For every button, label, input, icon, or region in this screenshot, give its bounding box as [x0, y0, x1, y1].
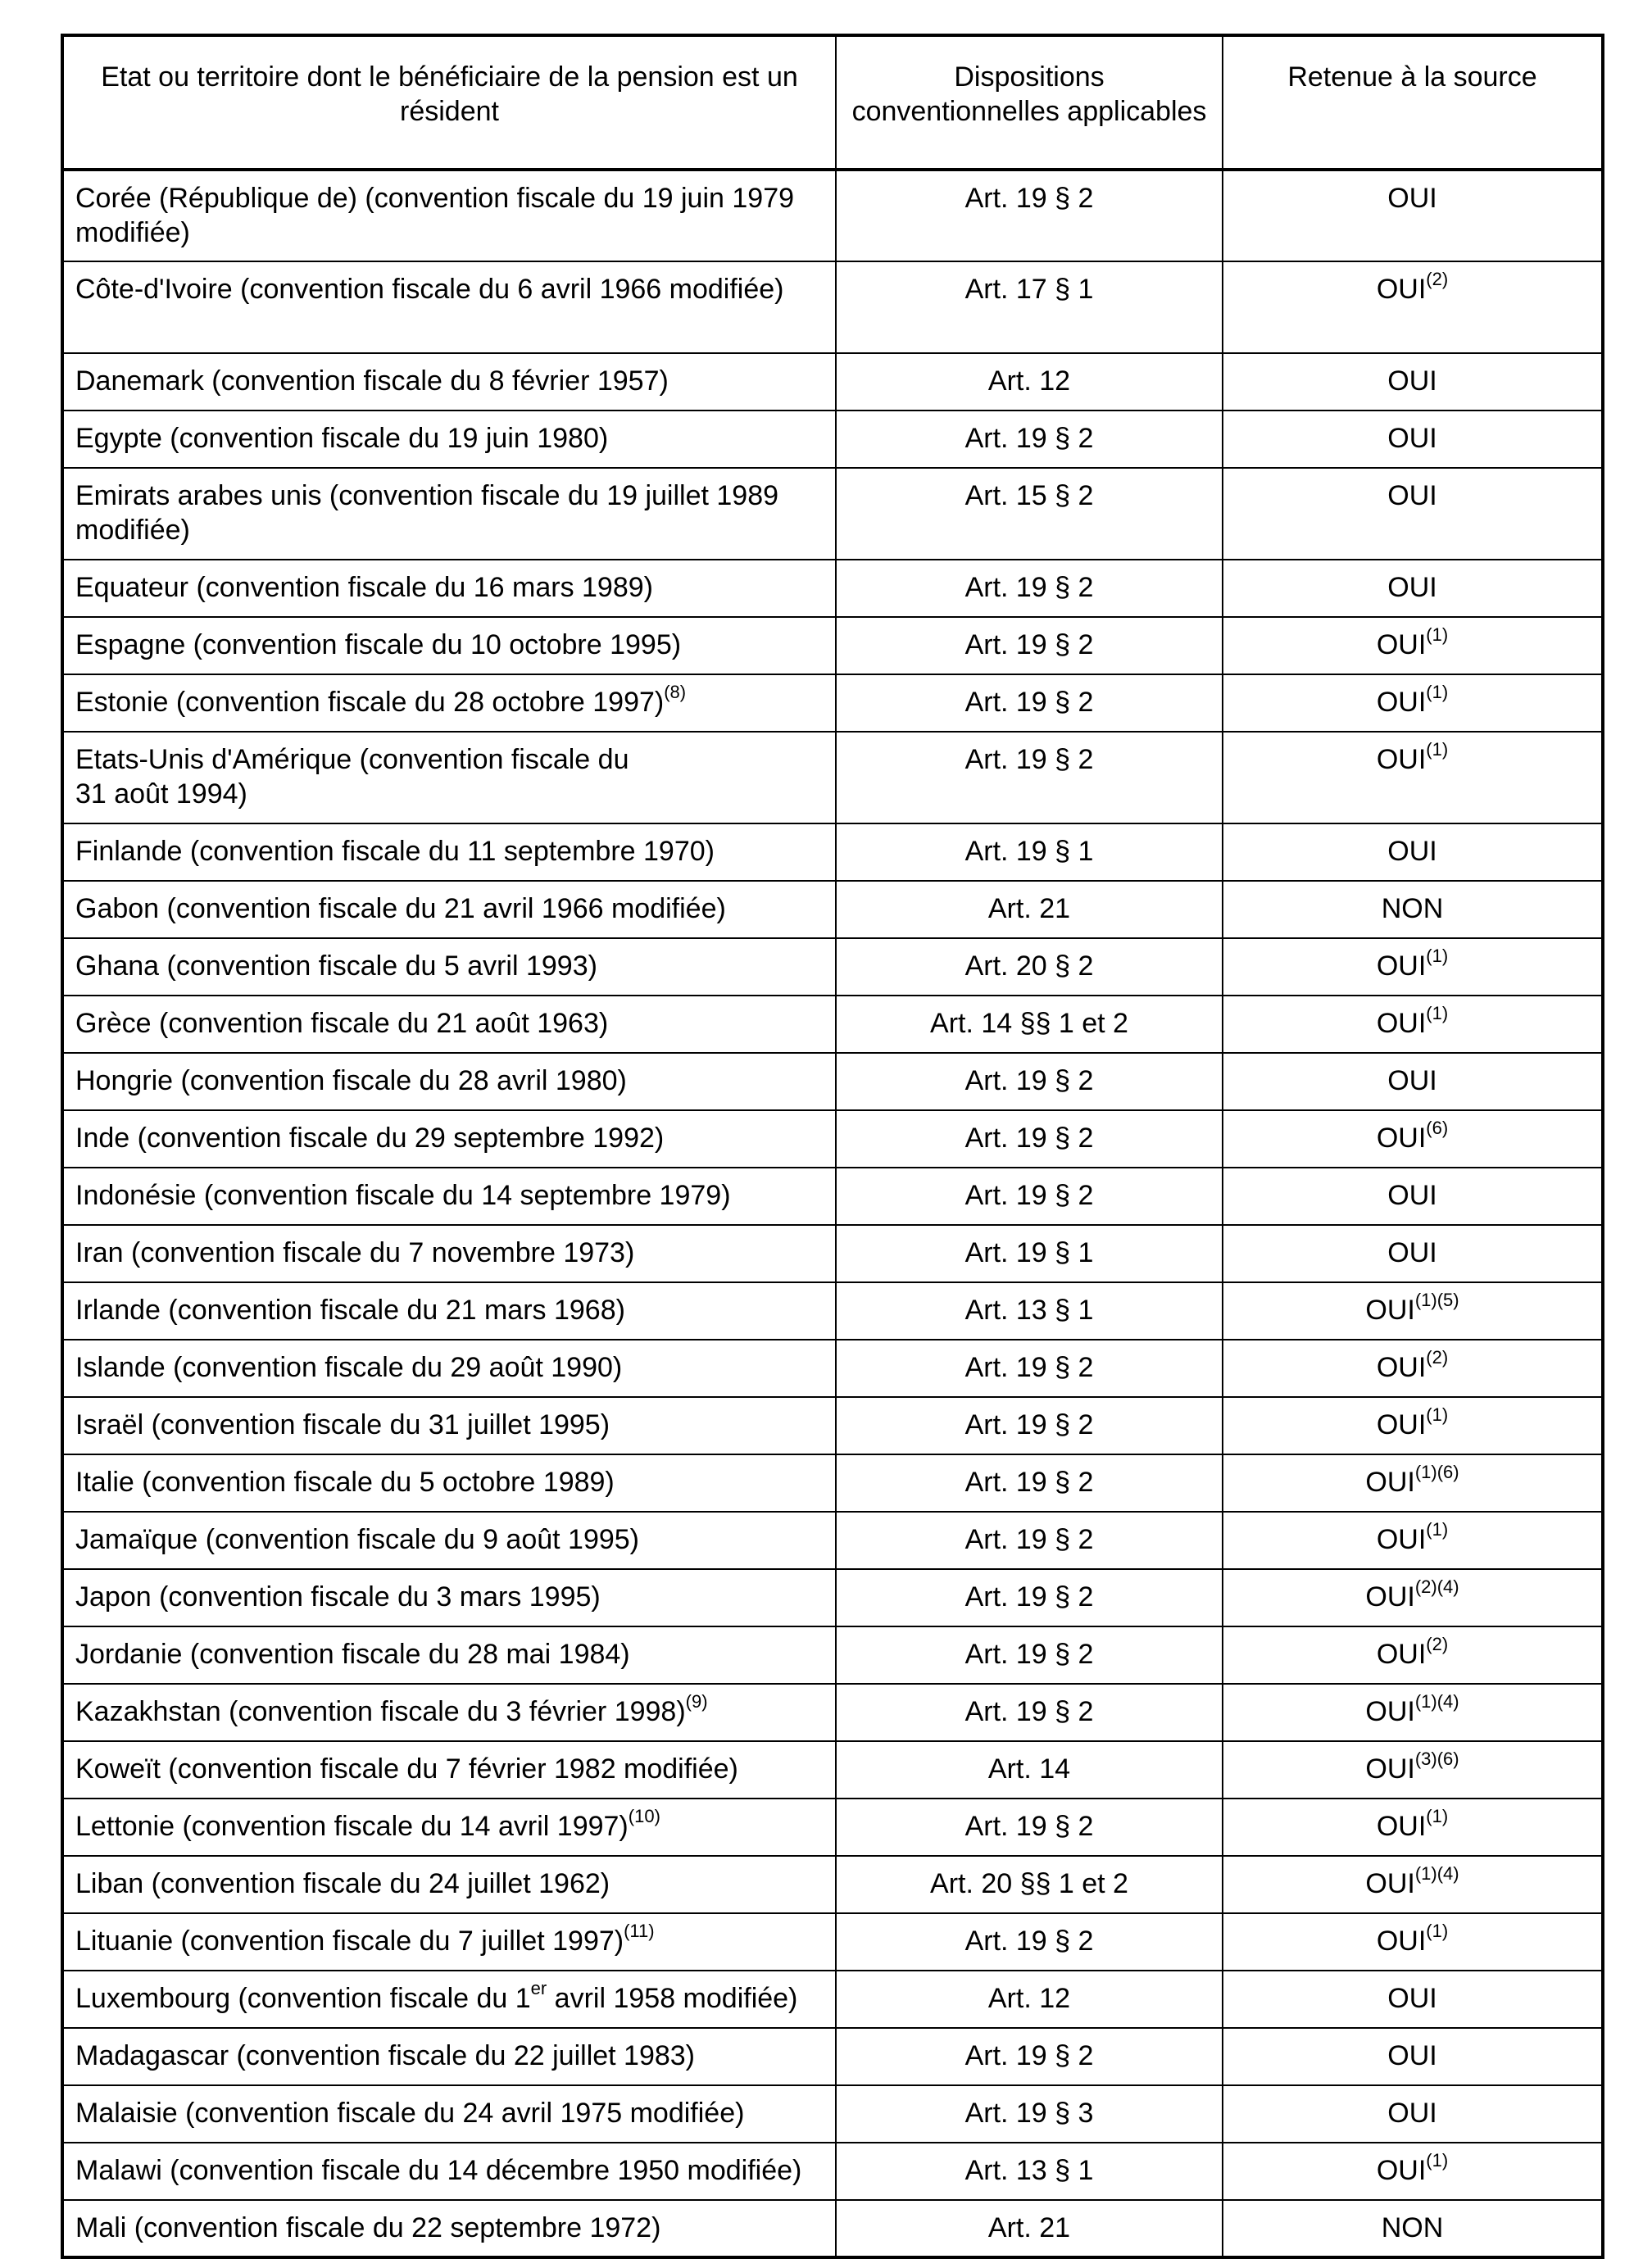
country-cell — [62, 2200, 836, 2257]
withholding-value: OUI — [1376, 1123, 1427, 1154]
country-cell — [62, 1168, 836, 1225]
country-footnote: (8) — [664, 682, 687, 702]
country-text-tail: avril 1958 modifiée) — [547, 1983, 798, 2014]
country-text: Islande (convention fiscale du 29 août 1990) — [75, 1352, 623, 1383]
table-body — [62, 170, 1603, 2257]
withholding-value: OUI — [1365, 1696, 1415, 1727]
withholding-cell — [1223, 881, 1603, 938]
withholding-cell — [1223, 1856, 1603, 1913]
country-cell — [62, 411, 836, 468]
withholding-value: OUI — [1365, 1581, 1415, 1613]
table-row — [62, 823, 1603, 881]
withholding-value: OUI — [1376, 1352, 1427, 1383]
withholding-footnote: (2) — [1426, 1634, 1449, 1654]
table-row — [62, 2028, 1603, 2085]
provision-cell: Art. 19 § 2 — [836, 560, 1223, 617]
withholding-footnote: (1)(4) — [1414, 1863, 1459, 1884]
country-cell — [62, 1626, 836, 1684]
country-text: Lituanie (convention fiscale du 7 juillet 1997) — [75, 1926, 624, 1957]
provision-cell: Art. 12 — [836, 1971, 1223, 2028]
withholding-value: OUI — [1387, 1180, 1437, 1211]
withholding-cell — [1223, 996, 1603, 1053]
country-cell — [62, 1971, 836, 2028]
header-row — [62, 35, 1603, 170]
table-row — [62, 261, 1603, 353]
withholding-footnote: (1)(5) — [1414, 1290, 1459, 1310]
country-text: Equateur (convention fiscale du 16 mars 1989) — [75, 572, 653, 603]
provision-cell: Art. 14 — [836, 1741, 1223, 1799]
country-text: Kazakhstan (convention fiscale du 3 février 1998) — [75, 1696, 686, 1727]
country-text: Grèce (convention fiscale du 21 août 1963) — [75, 1008, 609, 1039]
country-cell — [62, 1110, 836, 1168]
withholding-value: OUI — [1387, 423, 1437, 454]
provision-cell: Art. 21 — [836, 881, 1223, 938]
country-cell — [62, 1225, 836, 1282]
withholding-value: OUI — [1376, 629, 1427, 660]
country-cell — [62, 1340, 836, 1397]
provision-cell: Art. 15 § 2 — [836, 468, 1223, 560]
withholding-footnote: (1) — [1426, 1806, 1449, 1826]
provision-cell: Art. 19 § 2 — [836, 1397, 1223, 1454]
table-row — [62, 411, 1603, 468]
country-text: Mali (convention fiscale du 22 septembre 1972) — [75, 2212, 661, 2243]
withholding-value: OUI — [1376, 1409, 1427, 1440]
withholding-value: OUI — [1376, 2155, 1427, 2186]
provision-cell: Art. 19 § 3 — [836, 2085, 1223, 2143]
table-row — [62, 996, 1603, 1053]
country-cell — [62, 1282, 836, 1340]
table-row — [62, 881, 1603, 938]
provision-cell: Art. 19 § 2 — [836, 170, 1223, 261]
country-cell — [62, 996, 836, 1053]
country-text: Côte-d'Ivoire (convention fiscale du 6 avril 1966 modifiée) — [75, 274, 784, 305]
withholding-cell — [1223, 1340, 1603, 1397]
withholding-cell — [1223, 261, 1603, 353]
withholding-value: OUI — [1376, 1811, 1427, 1842]
withholding-value: OUI — [1387, 2040, 1437, 2071]
table-row — [62, 1741, 1603, 1799]
table-row — [62, 617, 1603, 674]
country-text: Koweït (convention fiscale du 7 février 1982 modifiée) — [75, 1753, 738, 1785]
table-row — [62, 1454, 1603, 1512]
withholding-value: OUI — [1376, 274, 1427, 305]
withholding-cell — [1223, 2200, 1603, 2257]
header-provisions: Dispositions conventionnelles applicables — [836, 35, 1223, 170]
provision-cell: Art. 19 § 2 — [836, 2028, 1223, 2085]
withholding-value: OUI — [1376, 1926, 1427, 1957]
withholding-cell — [1223, 732, 1603, 823]
country-text: Indonésie (convention fiscale du 14 septembre 1979) — [75, 1180, 731, 1211]
country-text: Etats-Unis d'Amérique (convention fiscale du 31 août 1994) — [75, 744, 629, 810]
country-text: Israël (convention fiscale du 31 juillet 1995) — [75, 1409, 610, 1440]
withholding-cell — [1223, 1684, 1603, 1741]
table-row — [62, 1971, 1603, 2028]
table-row — [62, 1397, 1603, 1454]
provision-cell: Art. 19 § 2 — [836, 674, 1223, 732]
country-footnote: er — [530, 1978, 547, 1998]
country-text: Malawi (convention fiscale du 14 décembre 1950 modifiée) — [75, 2155, 802, 2186]
provision-cell: Art. 19 § 2 — [836, 1512, 1223, 1569]
withholding-value: OUI — [1365, 1467, 1415, 1498]
provision-cell: Art. 19 § 2 — [836, 1626, 1223, 1684]
withholding-footnote: (2) — [1426, 269, 1449, 289]
provision-cell: Art. 19 § 2 — [836, 1053, 1223, 1110]
country-text: Jamaïque (convention fiscale du 9 août 1995) — [75, 1524, 640, 1555]
withholding-cell — [1223, 2028, 1603, 2085]
withholding-value: OUI — [1387, 1983, 1437, 2014]
withholding-footnote: (3)(6) — [1414, 1749, 1459, 1769]
country-text: Luxembourg (convention fiscale du 1 — [75, 1983, 531, 2014]
withholding-cell — [1223, 1512, 1603, 1569]
country-text: Liban (convention fiscale du 24 juillet 1962) — [75, 1868, 610, 1899]
table-row — [62, 1225, 1603, 1282]
country-cell — [62, 674, 836, 732]
country-text: Malaisie (convention fiscale du 24 avril 1975 modifiée) — [75, 2098, 745, 2129]
withholding-value: OUI — [1376, 950, 1427, 982]
withholding-footnote: (6) — [1426, 1118, 1449, 1138]
table-row — [62, 2200, 1603, 2257]
table-row — [62, 1340, 1603, 1397]
provision-cell: Art. 21 — [836, 2200, 1223, 2257]
withholding-value: OUI — [1387, 365, 1437, 397]
country-text: Inde (convention fiscale du 29 septembre 1992) — [75, 1123, 665, 1154]
withholding-cell — [1223, 1168, 1603, 1225]
provision-cell: Art. 20 § 2 — [836, 938, 1223, 996]
withholding-cell — [1223, 1282, 1603, 1340]
country-text: Italie (convention fiscale du 5 octobre 1989) — [75, 1467, 615, 1498]
country-footnote: (9) — [685, 1691, 708, 1712]
table-row — [62, 1168, 1603, 1225]
withholding-footnote: (1)(6) — [1414, 1462, 1459, 1482]
withholding-footnote: (1) — [1426, 1519, 1449, 1540]
withholding-value: OUI — [1387, 480, 1437, 511]
withholding-value: OUI — [1376, 1524, 1427, 1555]
withholding-value: OUI — [1365, 1295, 1415, 1326]
withholding-cell — [1223, 674, 1603, 732]
country-footnote: (11) — [624, 1921, 655, 1941]
table-row — [62, 938, 1603, 996]
country-text: Espagne (convention fiscale du 10 octobre 1995) — [75, 629, 682, 660]
withholding-cell — [1223, 1569, 1603, 1626]
country-text: Finlande (convention fiscale du 11 septembre 1970) — [75, 836, 715, 867]
table-row — [62, 1626, 1603, 1684]
withholding-cell — [1223, 938, 1603, 996]
country-cell — [62, 881, 836, 938]
provision-cell: Art. 19 § 1 — [836, 823, 1223, 881]
withholding-cell — [1223, 823, 1603, 881]
withholding-cell — [1223, 1741, 1603, 1799]
country-cell — [62, 2143, 836, 2200]
withholding-cell — [1223, 1454, 1603, 1512]
withholding-footnote: (1) — [1426, 1404, 1449, 1425]
provision-cell: Art. 19 § 2 — [836, 1799, 1223, 1856]
country-cell — [62, 1856, 836, 1913]
provision-cell: Art. 13 § 1 — [836, 1282, 1223, 1340]
country-cell — [62, 1741, 836, 1799]
table-row — [62, 2085, 1603, 2143]
country-cell — [62, 1053, 836, 1110]
withholding-footnote: (1) — [1426, 682, 1449, 702]
withholding-value: NON — [1381, 893, 1444, 924]
withholding-cell — [1223, 617, 1603, 674]
withholding-value: OUI — [1365, 1868, 1415, 1899]
withholding-cell — [1223, 1397, 1603, 1454]
withholding-value: OUI — [1365, 1753, 1415, 1785]
provision-cell: Art. 13 § 1 — [836, 2143, 1223, 2200]
table-row — [62, 1684, 1603, 1741]
table-header — [62, 35, 1603, 170]
country-text: Danemark (convention fiscale du 8 février 1957) — [75, 365, 669, 397]
withholding-cell — [1223, 1110, 1603, 1168]
country-text: Corée (République de) (convention fiscale du 19 juin 1979 modifiée) — [75, 183, 795, 248]
withholding-cell — [1223, 1799, 1603, 1856]
withholding-cell — [1223, 560, 1603, 617]
table-row — [62, 1053, 1603, 1110]
country-cell — [62, 1799, 836, 1856]
table-row — [62, 1856, 1603, 1913]
country-cell — [62, 1512, 836, 1569]
table-row — [62, 1512, 1603, 1569]
withholding-cell — [1223, 2085, 1603, 2143]
provision-cell: Art. 12 — [836, 353, 1223, 411]
withholding-footnote: (2) — [1426, 1347, 1449, 1368]
withholding-cell — [1223, 1971, 1603, 2028]
country-cell — [62, 1684, 836, 1741]
provision-cell: Art. 17 § 1 — [836, 261, 1223, 353]
provision-cell: Art. 19 § 2 — [836, 732, 1223, 823]
country-cell — [62, 732, 836, 823]
country-cell — [62, 261, 836, 353]
country-text: Estonie (convention fiscale du 28 octobre 1997) — [75, 687, 665, 718]
country-cell — [62, 617, 836, 674]
provision-cell: Art. 14 §§ 1 et 2 — [836, 996, 1223, 1053]
country-text: Lettonie (convention fiscale du 14 avril 1997) — [75, 1811, 629, 1842]
table-row — [62, 674, 1603, 732]
withholding-footnote: (1) — [1426, 739, 1449, 760]
country-cell — [62, 2028, 836, 2085]
header-country: Etat ou territoire dont le bénéficiaire de la pension est un résident — [62, 35, 836, 170]
withholding-footnote: (2)(4) — [1414, 1576, 1459, 1597]
country-cell — [62, 170, 836, 261]
country-text: Gabon (convention fiscale du 21 avril 1966 modifiée) — [75, 893, 726, 924]
withholding-cell — [1223, 170, 1603, 261]
withholding-footnote: (1) — [1426, 624, 1449, 645]
withholding-cell — [1223, 1626, 1603, 1684]
withholding-value: OUI — [1387, 1065, 1437, 1096]
country-cell — [62, 1397, 836, 1454]
table-row — [62, 1569, 1603, 1626]
pension-withholding-table — [61, 34, 1604, 2259]
provision-cell: Art. 19 § 2 — [836, 1110, 1223, 1168]
provision-cell: Art. 19 § 2 — [836, 1913, 1223, 1971]
country-cell — [62, 1913, 836, 1971]
table-row — [62, 1282, 1603, 1340]
country-text: Irlande (convention fiscale du 21 mars 1968) — [75, 1295, 625, 1326]
provision-cell: Art. 19 § 2 — [836, 1340, 1223, 1397]
withholding-value: OUI — [1387, 572, 1437, 603]
country-cell — [62, 560, 836, 617]
country-cell — [62, 2085, 836, 2143]
withholding-footnote: (1) — [1426, 2150, 1449, 2171]
provision-cell: Art. 19 § 2 — [836, 1168, 1223, 1225]
provision-cell: Art. 19 § 2 — [836, 617, 1223, 674]
withholding-footnote: (1) — [1426, 1921, 1449, 1941]
country-text: Madagascar (convention fiscale du 22 juillet 1983) — [75, 2040, 696, 2071]
provision-cell: Art. 19 § 2 — [836, 1684, 1223, 1741]
withholding-value: OUI — [1387, 836, 1437, 867]
country-footnote: (10) — [628, 1806, 660, 1826]
withholding-cell — [1223, 1225, 1603, 1282]
country-text: Iran (convention fiscale du 7 novembre 1973) — [75, 1237, 635, 1268]
country-cell — [62, 823, 836, 881]
country-cell — [62, 1454, 836, 1512]
withholding-value: OUI — [1376, 1008, 1427, 1039]
table-row — [62, 2143, 1603, 2200]
withholding-cell — [1223, 2143, 1603, 2200]
withholding-cell — [1223, 468, 1603, 560]
country-text: Emirats arabes unis (convention fiscale du 19 juillet 1989 modifiée) — [75, 480, 779, 546]
country-text: Egypte (convention fiscale du 19 juin 1980) — [75, 423, 609, 454]
header-withholding: Retenue à la source — [1223, 35, 1603, 170]
country-text: Japon (convention fiscale du 3 mars 1995) — [75, 1581, 601, 1613]
withholding-value: OUI — [1387, 2098, 1437, 2129]
withholding-cell — [1223, 353, 1603, 411]
withholding-footnote: (1) — [1426, 1003, 1449, 1023]
provision-cell: Art. 19 § 2 — [836, 411, 1223, 468]
country-cell — [62, 938, 836, 996]
withholding-cell — [1223, 1913, 1603, 1971]
withholding-cell — [1223, 1053, 1603, 1110]
provision-cell: Art. 19 § 2 — [836, 1454, 1223, 1512]
country-text: Hongrie (convention fiscale du 28 avril 1980) — [75, 1065, 627, 1096]
table-row — [62, 1913, 1603, 1971]
withholding-value: OUI — [1387, 183, 1437, 214]
provision-cell: Art. 19 § 1 — [836, 1225, 1223, 1282]
table-row — [62, 560, 1603, 617]
country-cell — [62, 468, 836, 560]
table-row — [62, 170, 1603, 261]
table-row — [62, 468, 1603, 560]
withholding-value: NON — [1381, 2212, 1444, 2243]
withholding-cell — [1223, 411, 1603, 468]
withholding-footnote: (1) — [1426, 946, 1449, 966]
table-row — [62, 1799, 1603, 1856]
table-row — [62, 353, 1603, 411]
provision-cell: Art. 19 § 2 — [836, 1569, 1223, 1626]
withholding-value: OUI — [1387, 1237, 1437, 1268]
country-cell — [62, 353, 836, 411]
withholding-footnote: (1)(4) — [1414, 1691, 1459, 1712]
withholding-value: OUI — [1376, 744, 1427, 775]
country-cell — [62, 1569, 836, 1626]
country-text: Jordanie (convention fiscale du 28 mai 1984) — [75, 1639, 630, 1670]
country-text: Ghana (convention fiscale du 5 avril 1993) — [75, 950, 597, 982]
provision-cell: Art. 20 §§ 1 et 2 — [836, 1856, 1223, 1913]
withholding-value: OUI — [1376, 1639, 1427, 1670]
table-row — [62, 732, 1603, 823]
withholding-value: OUI — [1376, 687, 1427, 718]
table-row — [62, 1110, 1603, 1168]
